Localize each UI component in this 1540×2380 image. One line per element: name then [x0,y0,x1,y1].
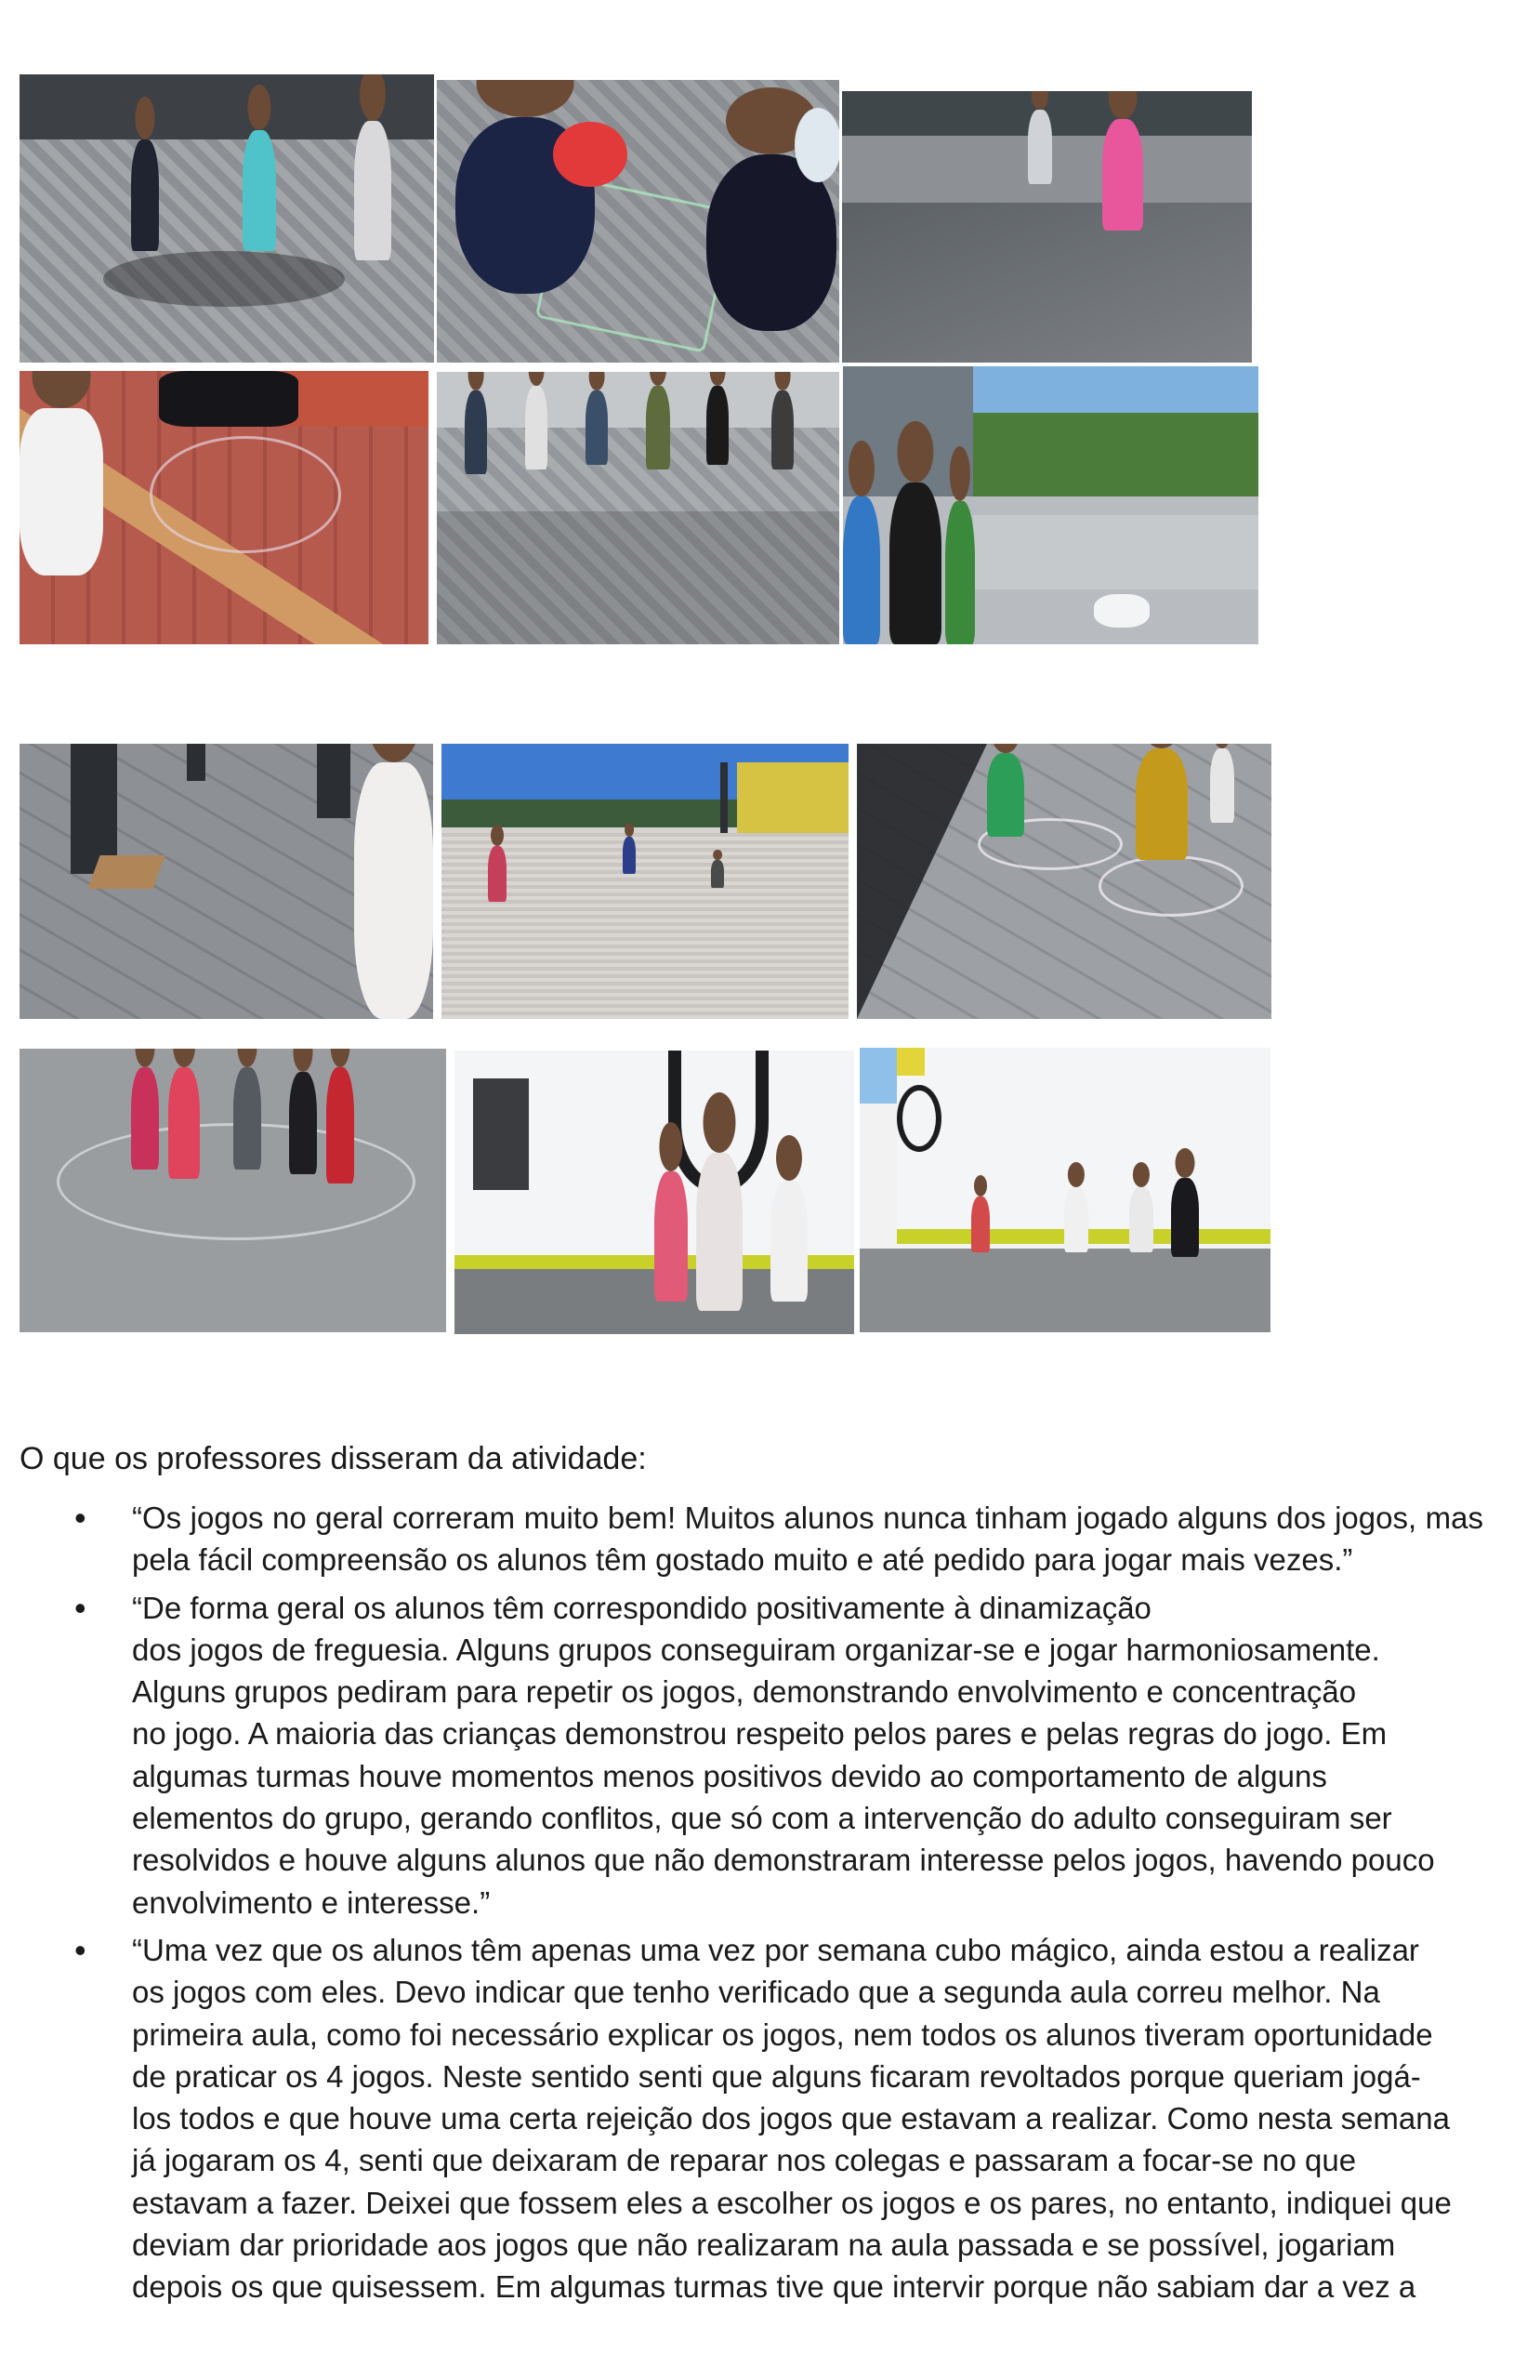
photo-kids-chalk-circles-paving [857,744,1271,1019]
quote-line: no jogo. A maioria das crianças demonstrou respeito pelos pares e pelas regras do jogo. Em [132,1716,1388,1752]
photo-kids-jumping-cobblestone [20,74,434,363]
photo-basketball-gravel-yard [441,744,849,1019]
quote-line: • “Uma vez que os alunos têm apenas uma vez por semana cubo mágico, ainda estou a realizar [132,1932,1419,1967]
quote-line: primeira aula, como foi necessário explicar os jogos, nem todos os alunos tiveram oportunidade [132,2016,1433,2052]
photo-chalk-circle-red-tiles [20,371,428,644]
quote-line: de praticar os 4 jogos. Neste sentido senti que alguns ficaram revoltados porque queriam jogá- [132,2058,1421,2094]
photo-kids-drawing-chalk-star [437,80,839,363]
quote-line: resolvidos e houve alguns alunos que não demonstraram interesse pelos jogos, havendo pouco [132,1843,1435,1878]
quote-line: dos jogos de freguesia. Alguns grupos conseguiram organizar-se e jogar harmoniosamente. [132,1632,1380,1667]
quote-line: Alguns grupos pediram para repetir os jogos, demonstrando envolvimento e concentração [132,1674,1357,1710]
quote-line: los todos e que houve uma certa rejeição dos jogos que estavam a realizar. Como nesta semana [132,2101,1450,2136]
section-heading: O que os professores disseram da atividade: [20,1441,647,1476]
photo-kids-ball-wall-game [454,1051,854,1334]
quote-line: os jogos com eles. Devo indicar que tenho verificado que a segunda aula correu melhor. Na [132,1975,1380,2010]
quote-line: • “De forma geral os alunos têm correspondido positivamente à dinamização [132,1590,1152,1625]
teacher-quotes-list [0,1497,1496,2314]
photo-kids-circle-game-asphalt [20,1049,446,1332]
quote-line: já jogaram os 4, senti que deixaram de reparar nos colegas e passaram a focar-se no que [132,2143,1357,2178]
photo-kids-playing-white-building [860,1048,1270,1332]
photo-kids-near-wall-school [843,366,1258,644]
quote-line: elementos do grupo, gerando conflitos, que só com a intervenção do adulto conseguiram ser [132,1801,1392,1836]
quote-item-2 [0,1587,1496,1924]
photo-child-hopscotch-asphalt [842,91,1252,363]
quote-line: depois os que quisessem. Em algumas turmas tive que intervir porque não sabiam dar a vez a [132,2269,1416,2305]
quote-text: “Os jogos no geral correram muito bem! Muitos alunos nunca tinham jogado alguns dos jogos, mas pela fácil compreensão os alunos têm gostado muito e até pedido para jogar mais vezes.” [132,1501,1483,1578]
photo-wooden-board-pillars [20,744,433,1019]
quote-item-1 [0,1497,1496,1581]
photo-kids-bending-courtyard [437,372,839,644]
quote-line: envolvimento e interesse.” [132,1884,491,1920]
quote-line: algumas turmas houve momentos menos positivos devido ao comportamento de alguns [132,1758,1327,1793]
quote-item-3 [0,1929,1496,2308]
quote-line: estavam a fazer. Deixei que fossem eles a escolher os jogos e os pares, no entanto, indiquei que [132,2185,1452,2220]
quote-line: deviam dar prioridade aos jogos que não realizaram na aula passada e se possível, jogariam [132,2228,1396,2263]
